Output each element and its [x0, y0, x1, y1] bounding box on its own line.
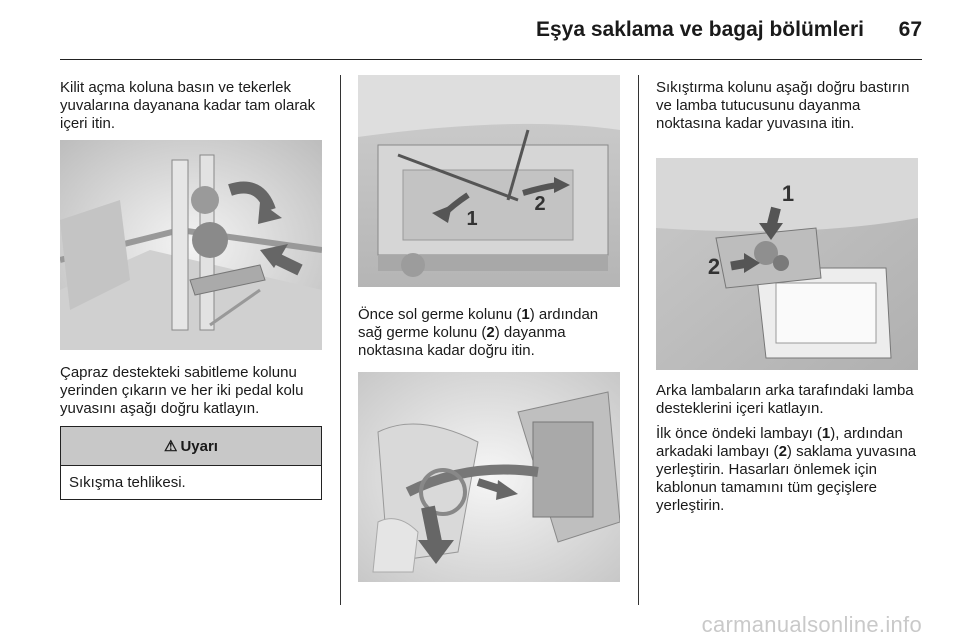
- column-1-steps: [60, 364, 328, 418]
- warning-title: Uyarı: [180, 437, 218, 455]
- column-3-intro: [656, 79, 924, 133]
- warning-text: Sıkışma tehlikesi.: [69, 474, 186, 491]
- page-number: 67: [898, 18, 922, 41]
- column-3-steps: [656, 382, 926, 515]
- warning-box: [60, 426, 322, 500]
- warning-triangle-icon: ⚠: [164, 438, 178, 455]
- warning-header: [61, 427, 321, 466]
- column-divider-left: [340, 75, 341, 605]
- callout-2: 2: [707, 254, 721, 279]
- instruction-text: Sıkıştırma kolunu aşağı doğru bastırın ve lamba tutucusunu dayanma noktasına kadar yuvasına itin.: [656, 79, 910, 132]
- column-divider-right: [638, 75, 639, 605]
- illustration-pedal-folding: [358, 372, 620, 582]
- column-1-intro: [60, 79, 328, 133]
- instruction-text: İlk önce öndeki lambayı (1), ardından arkadaki lambayı (2) saklama yuvasına yerleştirin. Hasarları önlemek için kablonun tamamını tüm geçişlere yerleştirin.: [656, 425, 917, 514]
- callout-2: 2: [534, 193, 546, 215]
- callout-1: 1: [781, 181, 795, 206]
- instruction-text: Arka lambaların arka tarafındaki lamba desteklerini içeri katlayın.: [656, 382, 914, 417]
- watermark: carmanualsonline.info: [701, 612, 922, 637]
- instruction-text: Kilit açma koluna basın ve tekerlek yuvalarına dayanana kadar tam olarak içeri itin.: [60, 79, 316, 132]
- instruction-text: Önce sol germe kolunu (1) ardından sağ germe kolunu (2) dayanma noktasına kadar doğru itin.: [358, 306, 599, 359]
- illustration-tension-levers: [358, 75, 620, 287]
- column-2-steps: [358, 306, 626, 360]
- page-header-title: Eşya saklama ve bagaj bölümleri: [535, 18, 864, 41]
- header-divider: [60, 59, 922, 60]
- illustration-lamp-holder: [656, 158, 918, 370]
- instruction-text: Çapraz destekteki sabitleme kolunu yerinden çıkarın ve her iki pedal kolu yuvasını aşağı doğru katlayın.: [60, 364, 304, 417]
- illustration-unlock-lever: [60, 140, 322, 350]
- callout-1: 1: [466, 208, 478, 230]
